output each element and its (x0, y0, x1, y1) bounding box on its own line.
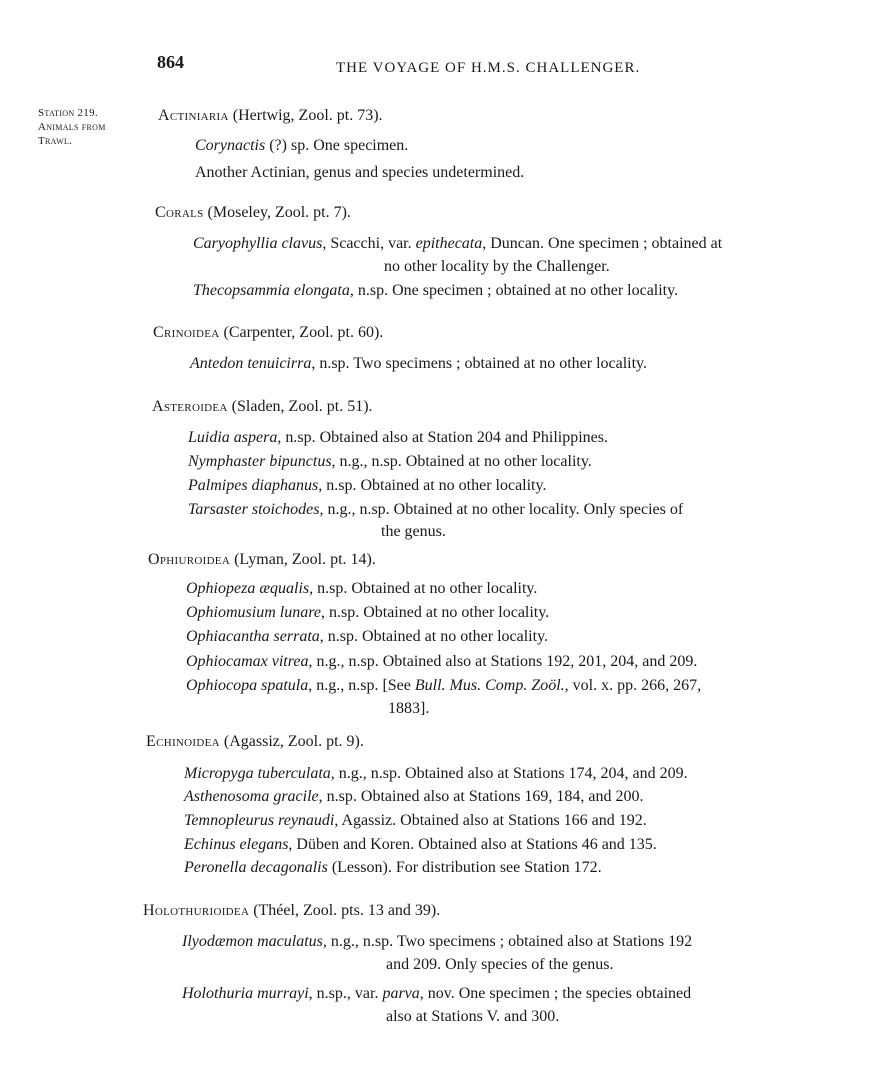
entry-line: Corynactis (?) sp. One specimen. (195, 137, 409, 154)
section-heading-echinoidea: Echinoidea (Agassiz, Zool. pt. 9). (146, 733, 364, 750)
entry-line: Tarsaster stoichodes, n.g., n.sp. Obtained at no other locality. Only species of (188, 501, 684, 518)
entry-continuation: also at Stations V. and 300. (386, 1008, 560, 1025)
margin-note (38, 106, 106, 148)
entry-line: Asthenosoma gracile, n.sp. Obtained also at Stations 169, 184, and 200. (184, 788, 644, 805)
section-heading-ophiuroidea: Ophiuroidea (Lyman, Zool. pt. 14). (148, 551, 376, 568)
entry-line: Echinus elegans, Düben and Koren. Obtained also at Stations 46 and 135. (184, 836, 657, 853)
section-heading-crinoidea: Crinoidea (Carpenter, Zool. pt. 60). (153, 324, 384, 341)
entry-line: Thecopsammia elongata, n.sp. One specimen ; obtained at no other locality. (193, 282, 679, 299)
entry-line: Ophiacantha serrata, n.sp. Obtained at no other locality. (186, 628, 549, 645)
section-heading-holothurioidea: Holothurioidea (Théel, Zool. pts. 13 and 39). (143, 902, 441, 919)
entry-line: Antedon tenuicirra, n.sp. Two specimens ; obtained at no other locality. (190, 355, 648, 372)
entry-line: Temnopleurus reynaudi, Agassiz. Obtained also at Stations 166 and 192. (184, 812, 647, 829)
entry-line: Ophiocopa spatula, n.g., n.sp. [See Bull. Mus. Comp. Zoöl., vol. x. pp. 266, 267, (186, 677, 702, 694)
entry-continuation: and 209. Only species of the genus. (386, 956, 614, 973)
margin-note-line: Station 219. (38, 107, 98, 119)
entry-line: Palmipes diaphanus, n.sp. Obtained at no other locality. (188, 477, 547, 494)
section-heading-asteroidea: Asteroidea (Sladen, Zool. pt. 51). (152, 398, 373, 415)
running-title: THE VOYAGE OF H.M.S. CHALLENGER. (336, 60, 641, 76)
margin-note-line: Trawl. (38, 135, 73, 147)
entry-line: Caryophyllia clavus, Scacchi, var. epithecata, Duncan. One specimen ; obtained at (193, 235, 723, 252)
entry-line: Another Actinian, genus and species undetermined. (195, 164, 525, 181)
entry-line: Ophiomusium lunare, n.sp. Obtained at no other locality. (186, 604, 550, 621)
entry-line: Micropyga tuberculata, n.g., n.sp. Obtained also at Stations 174, 204, and 209. (184, 765, 688, 782)
entry-line: Nymphaster bipunctus, n.g., n.sp. Obtained at no other locality. (188, 453, 592, 470)
entry-continuation: the genus. (381, 523, 446, 540)
entry-line: Luidia aspera, n.sp. Obtained also at Station 204 and Philippines. (188, 429, 608, 446)
entry-line: Peronella decagonalis (Lesson). For distribution see Station 172. (184, 859, 602, 876)
entry-line: Holothuria murrayi, n.sp., var. parva, nov. One specimen ; the species obtained (182, 985, 692, 1002)
entry-line: Ophiopeza æqualis, n.sp. Obtained at no other locality. (186, 580, 538, 597)
margin-note-line: Animals from (38, 121, 106, 133)
section-heading-corals: Corals (Moseley, Zool. pt. 7). (155, 204, 351, 221)
entry-continuation: no other locality by the Challenger. (384, 258, 610, 275)
page-number: 864 (157, 52, 184, 72)
entry-line: Ophiocamax vitrea, n.g., n.sp. Obtained also at Stations 192, 201, 204, and 209. (186, 653, 698, 670)
entry-line: Ilyodæmon maculatus, n.g., n.sp. Two specimens ; obtained also at Stations 192 (182, 933, 693, 950)
entry-continuation: 1883]. (388, 700, 430, 717)
section-heading-actiniaria: Actiniaria (Hertwig, Zool. pt. 73). (158, 107, 383, 124)
